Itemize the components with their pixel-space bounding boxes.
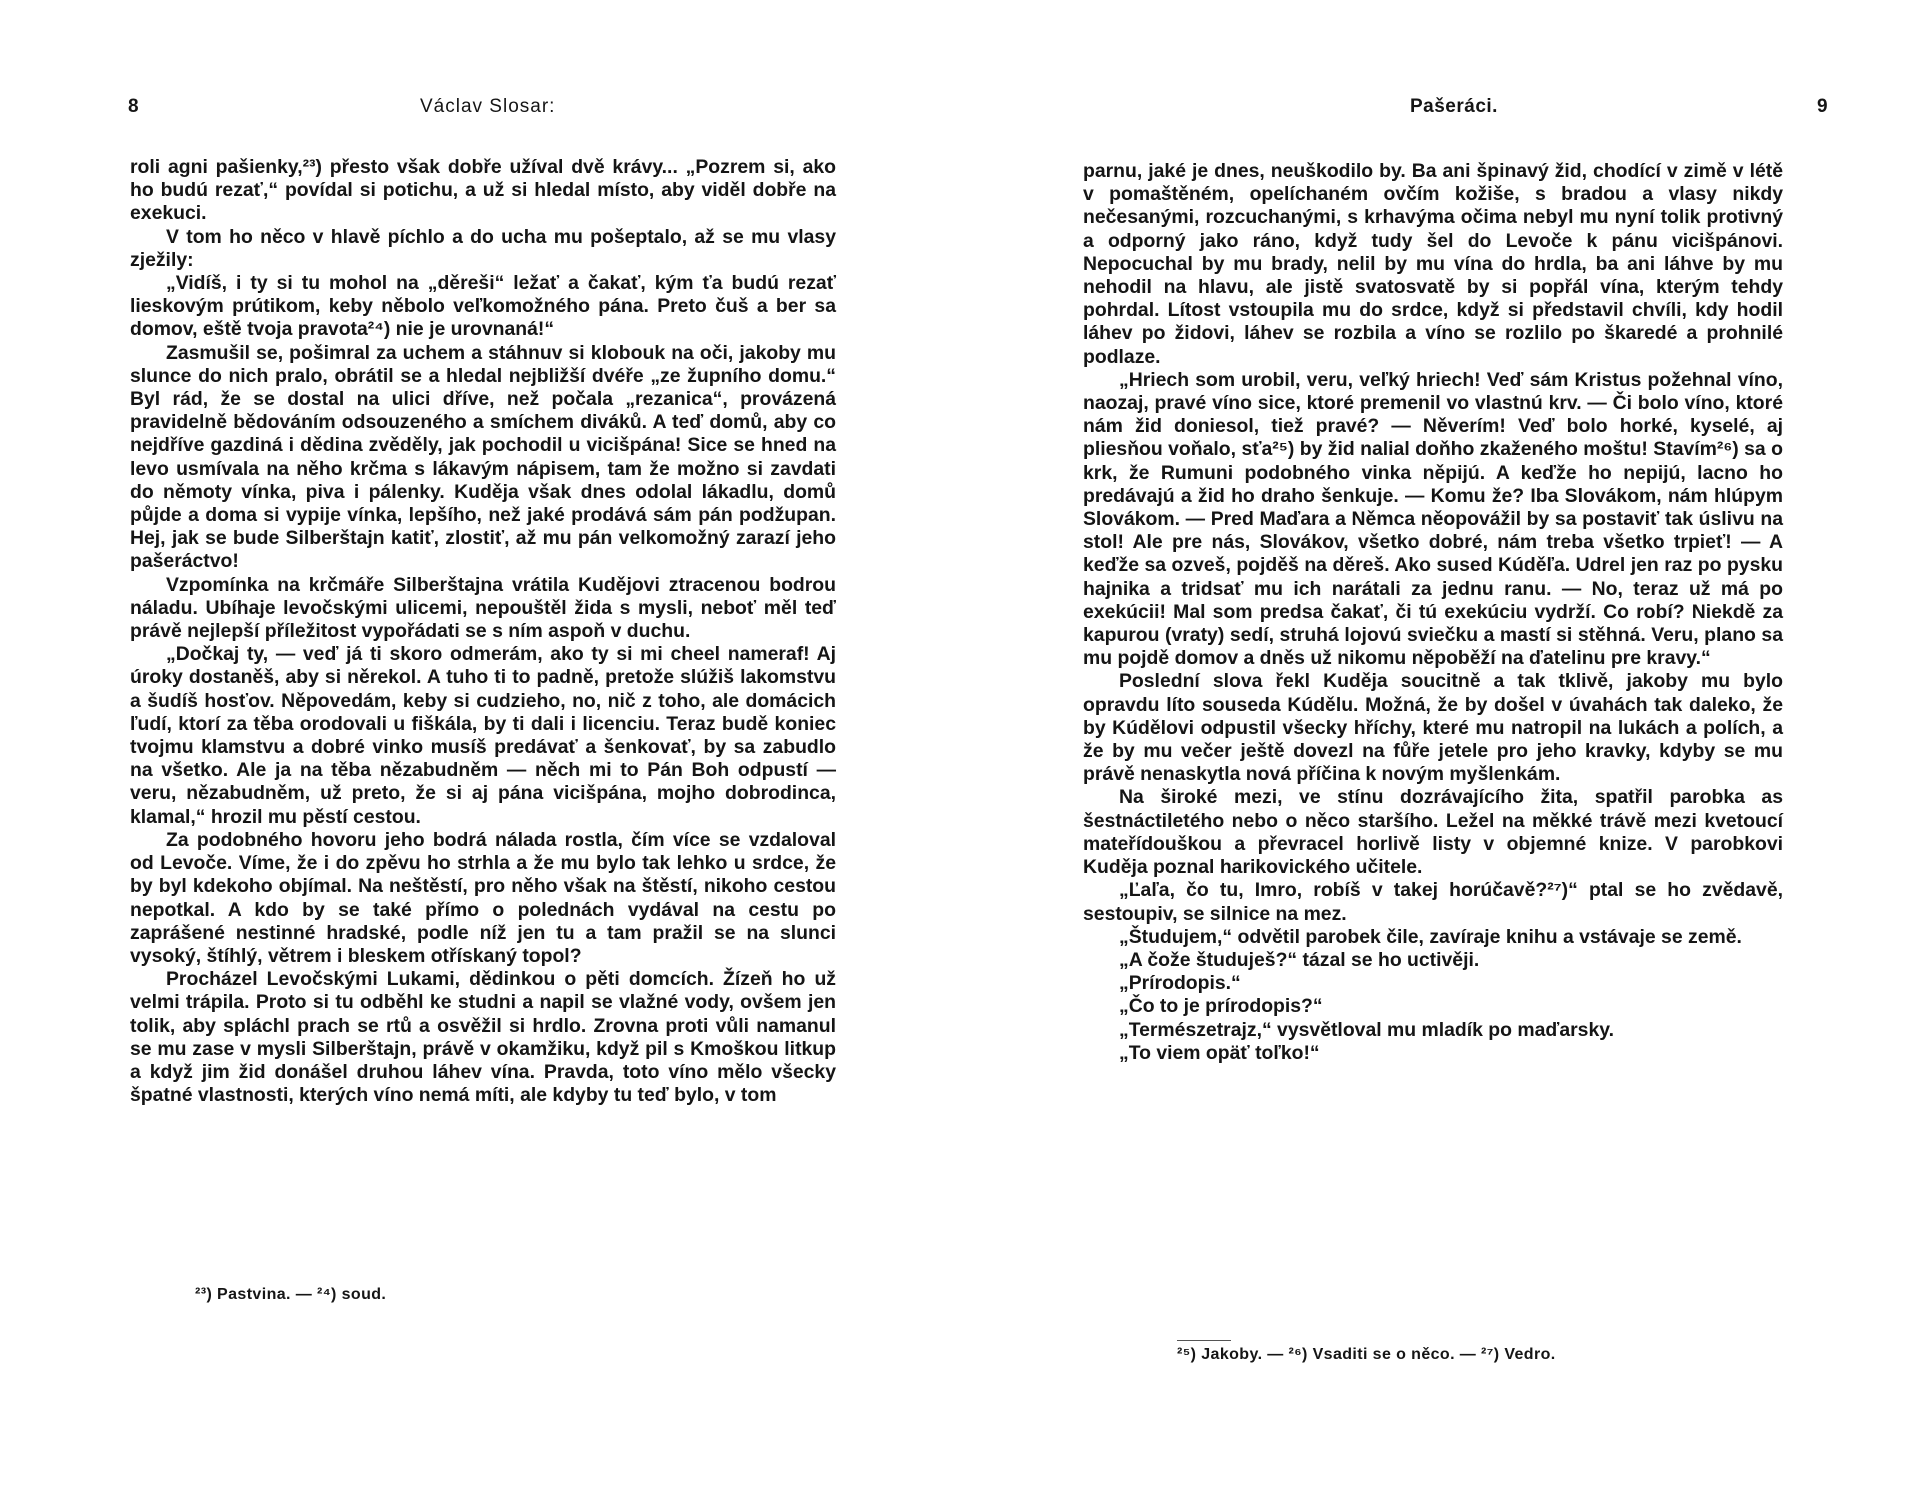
paragraph: „Čo to je prírodopis?“ (1119, 995, 1323, 1018)
paragraph: Za podobného hovoru jeho bodrá nálada rostla, čím více se vzdaloval od Levoče. Víme, že i do zpěvu ho strhla a že mu bylo tak lehko u srdce, že by byl kdekoho objímal. Na neštěstí, pro něho však na štěstí, nikoho cestou nepotkal. A kdo by se také přímo o polednách vydával na cestu po zaprášené nestinné hradské, podle níž jen tu a tam pražil se na slunci vysoký, štíhlý, větrem i bleskem otřískaný topol? (130, 828, 836, 967)
running-head: Pašeráci. (1410, 96, 1498, 117)
page-number: 9 (1817, 96, 1829, 117)
paragraph: roli agni pašienky,²³) přesto však dobře užíval dvě krávy... „Pozrem si, ako ho budú rezať,“ povídal si potichu, a už si hledal místo, aby viděl dobře na exekuci. (130, 156, 836, 225)
footnote: ²⁵) Jakoby. — ²⁶) Vsaditi se o něco. — ²⁷) Vedro. (1177, 1346, 1556, 1363)
paragraph: „Vidíš, i ty si tu mohol na „děreši“ ležať a čakať, kým ťa budú rezať lieskovým prútikom, keby něbolo veľkomožného pána. Preto čuš a ber sa domov, eště tvoja pravota²⁴) nie je urovnaná!“ (130, 272, 836, 341)
paragraph: „Prírodopis.“ (1119, 972, 1241, 995)
paragraph: Na široké mezi, ve stínu dozrávajícího žita, spatřil parobka as šestnáctiletého nebo o něco staršího. Ležel na měkké trávě mezi kvetoucí mateřídouškou a převracel horlivě listy v objemné knize. V parobkovi Kuděja poznal harikovického učitele. (1083, 786, 1783, 879)
footnote-divider (1177, 1340, 1231, 1341)
running-head: Václav Slosar: (420, 96, 556, 117)
paragraph: V tom ho něco v hlavě píchlo a do ucha mu pošeptalo, až se mu vlasy zježily: (130, 225, 836, 271)
paragraph: Zasmušil se, pošimral za uchem a stáhnuv si klobouk na oči, jakoby mu slunce do nich pralo, obrátil se a hledal nejbližší dvéře „ze župního domu.“ Byl rád, že se dostal na ulici dříve, než počala „rezanica“, provázená pravidelně bědováním odsouzeného a smíchem diváků. A teď domů, aby co nejdříve gazdiná i dědina zvěděly, jak pochodil u vicišpána! Sice se hned na levo usmívala na něho krčma s lákavým nápisem, tam že možno si zavdati do němoty vínka, piva i pálenky. Kuděja však dnes odolal lákadlu, domů půjde a doma si vypije vínka, lepšího, než jaké prodává sám pán podžupan. Hej, jak se bude Silberštajn katiť, zlostiť, až mu pán velkomožný zarazí jeho pašeráctvo! (130, 341, 836, 573)
body-text (130, 156, 836, 1107)
paragraph: Poslední slova řekl Kuděja soucitně a tak tklivě, jakoby mu bylo opravdu líto souseda Kúdělu. Možná, že by došel v úvahách tak daleko, že by Kúdělovi odpustil všecky hříchy, které mu natropil na lukách a polích, a že by mu večer ještě dovezl na fůře jetele pro jeho kravky, kdyby se mu právě nenaskytla nová příčina k novým myšlenkám. (1083, 670, 1783, 786)
page-number: 8 (128, 96, 140, 117)
paragraph: „Hriech som urobil, veru, veľký hriech! Veď sám Kristus požehnal víno, naozaj, pravé víno sice, ktoré premenil vo vlastnú krv. — Či bolo víno, ktoré nám žid doniesol, tiež pravé? — Něverím! Veď bolo horké, kyselé, aj pliesňou voňalo, sťa²⁵) by žid nalial doňho zkaženého moštu! Stavím²⁶) sa o krk, že Rumuni podobného vinka něpijú. A keďže ho nepijú, lacno ho predávajú a žid ho draho šenkuje. — Komu že? Iba Slovákom, nám hlúpym Slovákom. — Pred Maďara a Němca něopovážil by sa postaviť tak úslivu na stol! Ale pre nás, Slovákov, všetko dobré, nám treba všetko trpieť! — A keďže sa ozveš, pojděš na děreš. Ako sused Kúděľa. Udrel jen raz po pysku hajnika a tridsať mu ich narátali za jednu ranu. — No, teraz už má po exekúcii! Mal som predsa čakať, či tú exekúciu vydrží. Co robí? Niekdě za kapurou (vraty) sedí, struhá lojovú sviečku a mastí si stěhná. Veru, plano sa mu pojdě domov a dněs už nikomu něpoběží na ďatelinu pre kravy.“ (1083, 368, 1783, 670)
paragraph: „Ľaľa, čo tu, Imro, robíš v takej horúčavě?²⁷)“ ptal se ho zvědavě, sestoupiv, se silnice na mez. (1083, 879, 1783, 925)
paragraph: „Dočkaj ty, — veď já ti skoro odmerám, ako ty si mi cheel nameraf! Aj úroky dostaněš, aby si něrekol. A tuho ti to padně, pretože slúžiš lakomstvu a šudíš hosťov. Něpovedám, keby si cudzieho, no, nič z toho, ale domácich ľudí, ktorí za těba orodovali u fiškála, by ti dali i licenciu. Teraz budě koniec tvojmu klamstvu a dobré vinko musíš predávať a šenkovať, by sa zabudlo na všetko. Ale ja na těba nězabudněm — něch mi to Pán Boh odpustí — veru, nězabudněm, už preto, že si aj pána vicišpána, mojho dobrodinca, klamal,“ hrozil mu pěstí cestou. (130, 643, 836, 828)
paragraph: „Természetrajz,“ vysvětloval mu mladík po maďarsky. (1119, 1018, 1614, 1041)
paragraph: „A čože študuješ?“ tázal se ho uctivěji. (1119, 948, 1480, 971)
footnote: ²³) Pastvina. — ²⁴) soud. (195, 1286, 387, 1303)
paragraph: Vzpomínka na krčmáře Silberštajna vrátila Kudějovi ztracenou bodrou náladu. Ubíhaje levočskými ulicemi, nepouštěl žida s mysli, neboť měl teď právě nejlepší příležitost vypořádati se s ním aspoň v duchu. (130, 573, 836, 643)
paragraph: „To viem opäť toľko!“ (1119, 1041, 1320, 1064)
body-text (1083, 160, 1783, 1065)
right-page (966, 0, 1932, 1500)
paragraph: „Študujem,“ odvětil parobek čile, zavíraje knihu a vstávaje se země. (1119, 925, 1742, 948)
paragraph: Procházel Levočskými Lukami, dědinkou o pěti domcích. Žízeň ho už velmi trápila. Proto si tu odběhl ke studni a napil se vlažné vody, ovšem jen tolik, aby spláchl prach se rtů a osvěžil si hrdlo. Zrovna proti vůli namanul se mu zase v mysli Silberštajn, právě v okamžiku, když pil s Kmoškou litkup a když jim žid donášel druhou láhev vína. Pravda, toto víno mělo všecky špatné vlastnosti, kterých víno nemá míti, ale kdyby tu teď bylo, v tom (130, 968, 836, 1107)
paragraph: parnu, jaké je dnes, neuškodilo by. Ba ani špinavý žid, chodící v zimě v létě v pomaštěném, opelíchaném ovčím kožiše, s bradou a vlasy nikdy nečesanými, rozcuchanými, s krhavýma očima nebyl mu nyní tolik protivný a odporný jako ráno, když tudy šel do Levoče k pánu vicišpánovi. Nepocuchal by mu brady, nelil by mu vína do hrdla, ba ani láhve by mu nehodil na hlavu, ale jistě svatosvatě by si popřál vína, kterým tehdy pohrdal. Lítost vstoupila mu do srdce, když si představil chvíli, kdy hodil láhev po židovi, láhev se rozbila a víno se rozlilo po škaredé a prohnilé podlaze. (1083, 160, 1783, 368)
